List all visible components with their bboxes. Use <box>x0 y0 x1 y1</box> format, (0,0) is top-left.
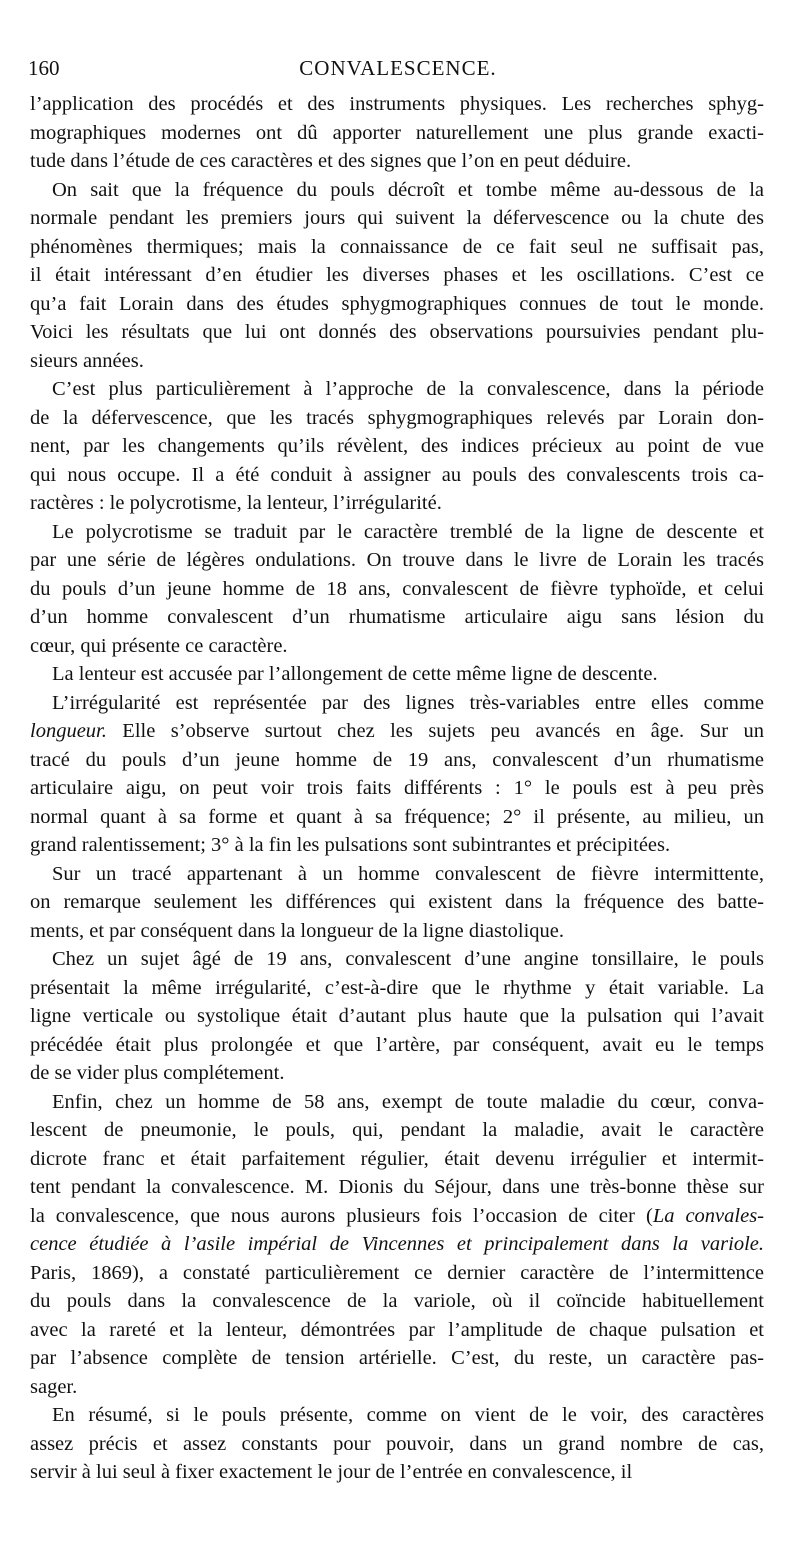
text-line: L’irrégularité est représentée par des lignes très-variables entre elles comme <box>52 691 764 714</box>
running-title: CONVALESCENCE. <box>299 56 497 80</box>
text-line: longueur. Elle s’observe surtout chez les sujets peu avancés en âge. Sur un <box>30 720 764 742</box>
text-line: qui nous occupe. Il a été conduit à assigner au pouls des convalescents trois ca- <box>30 463 764 486</box>
text-line: Chez un sujet âgé de 19 ans, convalescent d’une angine tonsillaire, le pouls <box>52 948 764 970</box>
text-line: En résumé, si le pouls présente, comme on vient de le voir, des caractères <box>52 1404 764 1426</box>
text-line: servir à lui seul à fixer exactement le jour de l’entrée en convalescence, il <box>30 1461 633 1483</box>
text-line: sieurs années. <box>30 349 144 372</box>
italic-text: longueur. <box>30 720 107 742</box>
text-line: ligne verticale ou systolique était d’autant plus haute que la pulsation qui l’avait <box>30 1005 764 1027</box>
text-line: grand ralentissement; 3° à la fin les pulsations sont subintrantes et précipitées. <box>30 834 671 856</box>
italic-text: cence étudiée à l’asile impérial de Vincennes et principalement dans la variole. <box>30 1233 764 1255</box>
page-header <box>28 56 768 86</box>
text-line: Voici les résultats que lui ont donnés des observations poursuivies pendant plu- <box>30 321 764 343</box>
paragraph <box>30 660 764 689</box>
text-line: Le polycrotisme se traduit par le caractère tremblé de la ligne de descente et <box>52 520 764 543</box>
paragraph <box>30 375 764 518</box>
text-line: qu’a fait Lorain dans des études sphygmographiques connues de tout le monde. <box>30 292 764 315</box>
text-line: C’est plus particulièrement à l’approche de la convalescence, dans la période <box>52 378 764 400</box>
text-line: par une série de légères ondulations. On trouve dans le livre de Lorain les tracés <box>30 549 764 571</box>
text-line <box>30 1230 764 1259</box>
text-line: dicrote franc et était parfaitement régulier, était devenu irrégulier et intermit- <box>30 1147 764 1170</box>
text-line: précédée était plus prolongée et que l’artère, par conséquent, avait eu le temps <box>30 1033 764 1056</box>
text-line: avec la rareté et la lenteur, démontrées par l’amplitude de chaque pulsation et <box>30 1318 764 1341</box>
text-line: du pouls dans la convalescence de la variole, où il coïncide habituellement <box>30 1290 764 1312</box>
text-line: assez précis et assez constants pour pouvoir, dans un grand nombre de cas, <box>30 1432 764 1455</box>
text-line: il était intéressant d’en étudier les diverses phases et les oscillations. C’est ce <box>30 264 764 286</box>
paragraph <box>30 1401 764 1487</box>
text-line: Paris, 1869), a constaté particulièrement ce dernier caractère de l’intermittence <box>30 1261 764 1284</box>
text-line: l’application des procédés et des instruments physiques. Les recherches sphyg- <box>30 93 764 115</box>
text-line: de se vider plus complétement. <box>30 1062 285 1084</box>
text-line: par l’absence complète de tension artérielle. C’est, du reste, un caractère pas- <box>30 1347 764 1369</box>
paragraph <box>30 945 764 1088</box>
text-line: présentait la même irrégularité, c’est-à-dire que le rhythme y était variable. La <box>30 976 764 999</box>
text-line: du pouls d’un jeune homme de 18 ans, convalescent de fièvre typhoïde, et celui <box>30 577 764 600</box>
paragraph <box>30 1088 764 1402</box>
paragraph <box>30 518 764 661</box>
text-line: phénomènes thermiques; mais la connaissance de ce fait seul ne suffisait pas, <box>30 235 764 258</box>
text-line: de la défervescence, que les tracés sphygmographiques relevés par Lorain don- <box>30 406 764 429</box>
text-line: articulaire aigu, on peut voir trois faits différents : 1° le pouls est à peu près <box>30 777 764 799</box>
body-text <box>30 90 764 1487</box>
text-line: Sur un tracé appartenant à un homme convalescent de fièvre intermittente, <box>52 862 764 885</box>
paragraph <box>30 90 764 176</box>
text-line: sager. <box>30 1375 78 1398</box>
text-line: tude dans l’étude de ces caractères et des signes que l’on en peut déduire. <box>30 150 632 172</box>
paragraph <box>30 689 764 860</box>
text-line: On sait que la fréquence du pouls décroît et tombe même au-dessous de la <box>52 178 764 201</box>
text-line: mographiques modernes ont dû apporter naturellement une plus grande exacti- <box>30 121 764 144</box>
text-line: la convalescence, que nous aurons plusieurs fois l’occasion de citer (La convales- <box>30 1204 764 1227</box>
text-line: d’un homme convalescent d’un rhumatisme articulaire aigu sans lésion du <box>30 606 764 628</box>
text-line: on remarque seulement les différences qui existent dans la fréquence des batte- <box>30 891 764 913</box>
text-line: tracé du pouls d’un jeune homme de 19 ans, convalescent d’un rhumatisme <box>30 748 764 771</box>
text-line: normal quant à sa forme et quant à sa fréquence; 2° il présente, au milieu, un <box>30 805 764 828</box>
text-line: La lenteur est accusée par l’allongement de cette même ligne de descente. <box>52 663 658 685</box>
text-line: nent, par les changements qu’ils révèlent, des indices précieux au point de vue <box>30 435 764 457</box>
text-line: tent pendant la convalescence. M. Dionis du Séjour, dans une très-bonne thèse sur <box>30 1176 764 1198</box>
italic-text: La convales- <box>652 1204 764 1227</box>
text-line: normale pendant les premiers jours qui suivent la défervescence ou la chute des <box>30 207 764 229</box>
text-line: cœur, qui présente ce caractère. <box>30 634 288 657</box>
text-line: lescent de pneumonie, le pouls, qui, pendant la maladie, avait le caractère <box>30 1119 764 1141</box>
paragraph <box>30 860 764 946</box>
page-number: 160 <box>28 56 60 80</box>
text-line: ments, et par conséquent dans la longueur de la ligne diastolique. <box>30 919 564 942</box>
paragraph <box>30 176 764 376</box>
text-line: Enfin, chez un homme de 58 ans, exempt de toute maladie du cœur, conva- <box>52 1090 764 1113</box>
text-line: ractères : le polycrotisme, la lenteur, l’irrégularité. <box>30 492 442 514</box>
